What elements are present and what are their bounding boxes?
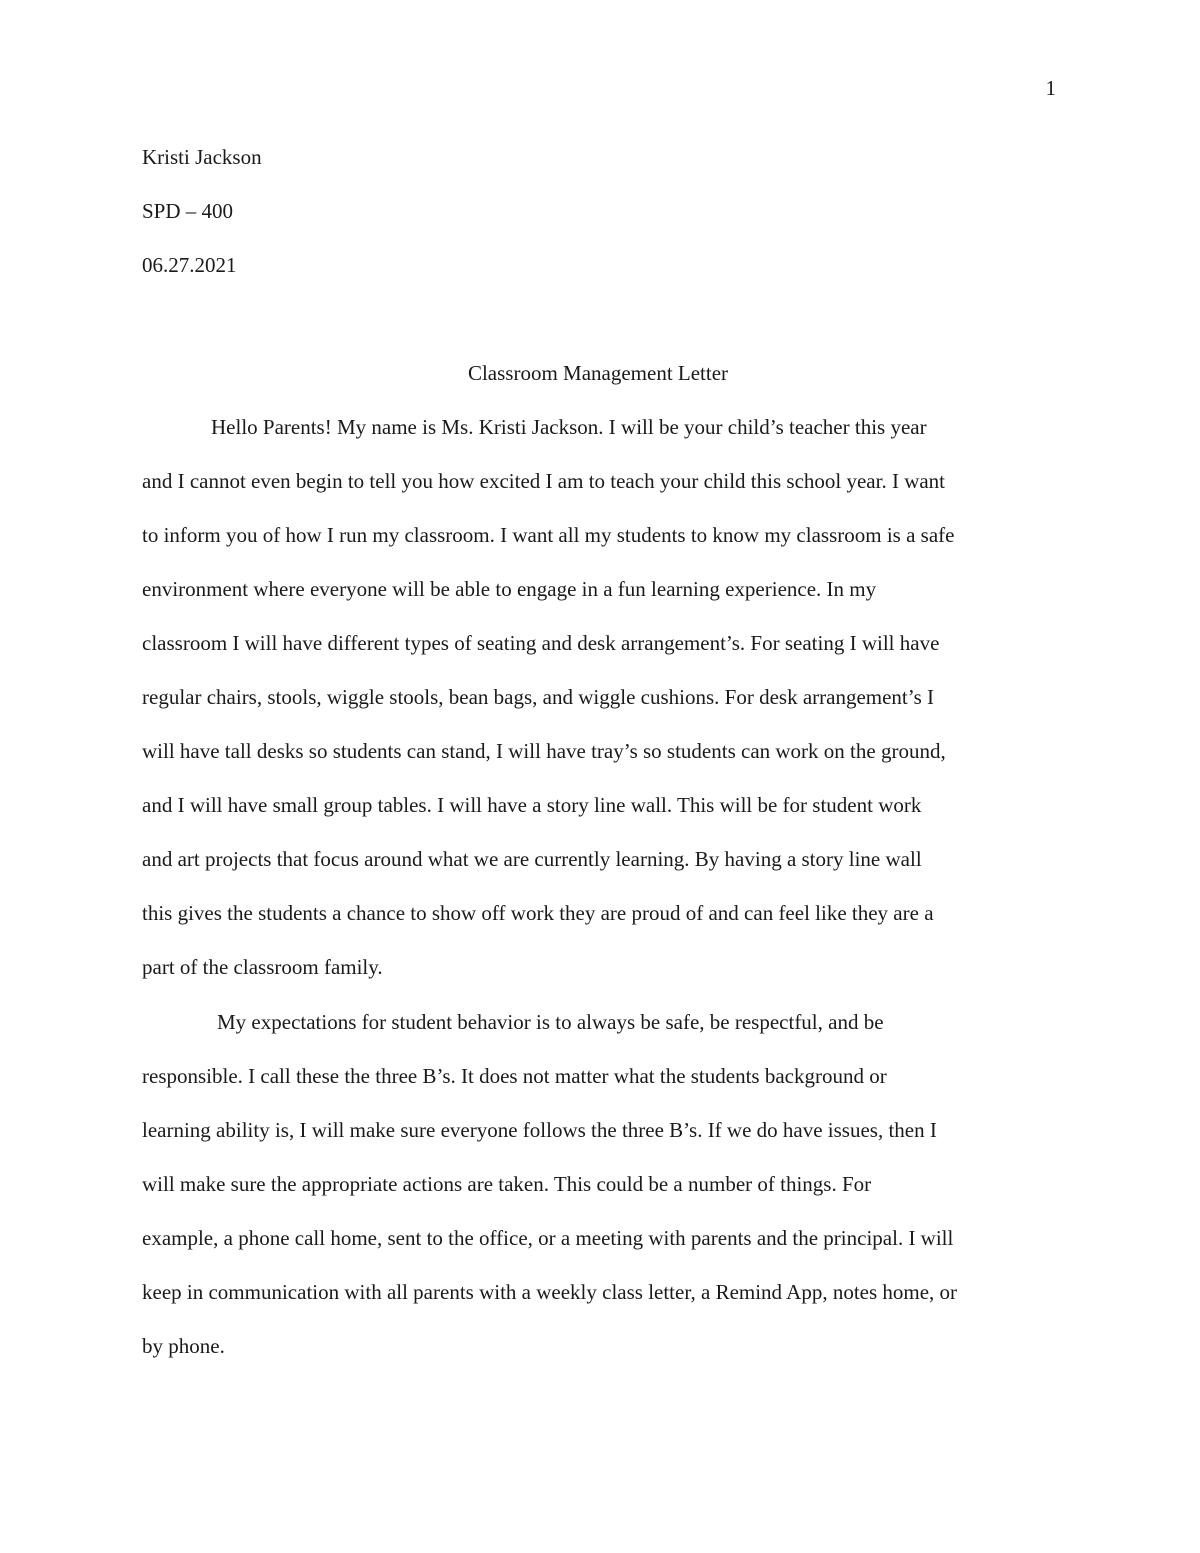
- page-number: 1: [1045, 76, 1056, 100]
- paragraph-line: regular chairs, stools, wiggle stools, bean bags, and wiggle cushions. For desk arrangement’s I: [142, 685, 935, 709]
- document-title: Classroom Management Letter: [467, 361, 729, 385]
- paragraph-line: responsible. I call these the three B’s. It does not matter what the students background or: [142, 1064, 887, 1088]
- paragraph-line: and art projects that focus around what we are currently learning. By having a story line wall: [142, 847, 922, 871]
- paragraph-line: and I cannot even begin to tell you how excited I am to teach your child this school year. I want: [142, 469, 946, 493]
- paragraph-line: and I will have small group tables. I will have a story line wall. This will be for student work: [142, 793, 922, 817]
- paragraph-line: will make sure the appropriate actions are taken. This could be a number of things. For: [142, 1172, 872, 1196]
- paragraph-line: keep in communication with all parents with a weekly class letter, a Remind App, notes home, or: [142, 1280, 958, 1304]
- paragraph-line: to inform you of how I run my classroom. I want all my students to know my classroom is a safe: [142, 523, 955, 547]
- paragraph-line: environment where everyone will be able to engage in a fun learning experience. In my: [142, 577, 877, 601]
- paragraph-line: example, a phone call home, sent to the office, or a meeting with parents and the principal. I will: [142, 1226, 954, 1250]
- course-code: SPD – 400: [142, 199, 234, 223]
- author-name: Kristi Jackson: [142, 145, 262, 169]
- paragraph-line: this gives the students a chance to show off work they are proud of and can feel like they are a: [142, 901, 934, 925]
- document-date: 06.27.2021: [142, 253, 237, 277]
- paragraph-line: classroom I will have different types of seating and desk arrangement’s. For seating I will have: [142, 631, 940, 655]
- paragraph-line: by phone.: [142, 1334, 225, 1358]
- paragraph-line: learning ability is, I will make sure everyone follows the three B’s. If we do have issues, then I: [142, 1118, 937, 1142]
- paragraph-line: part of the classroom family.: [142, 955, 383, 979]
- paragraph-line: My expectations for student behavior is to always be safe, be respectful, and be: [217, 1010, 884, 1034]
- paragraph-line: will have tall desks so students can stand, I will have tray’s so students can work on the ground,: [142, 739, 946, 763]
- paragraph-line: Hello Parents! My name is Ms. Kristi Jackson. I will be your child’s teacher this year: [211, 415, 927, 439]
